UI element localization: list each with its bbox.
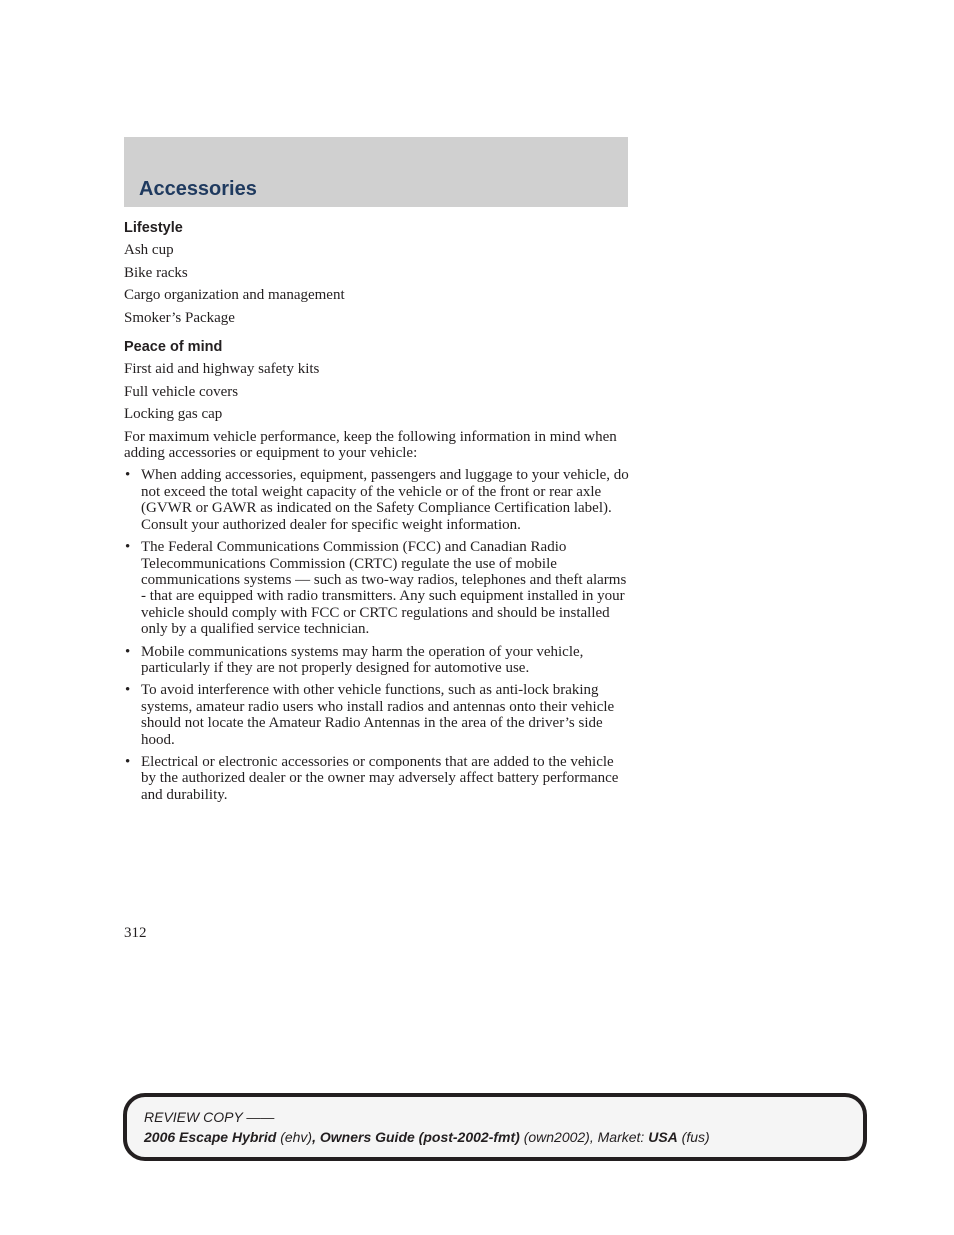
lifestyle-heading: Lifestyle bbox=[124, 220, 183, 236]
list-item: First aid and highway safety kits bbox=[124, 361, 320, 378]
review-copy-label: REVIEW COPY —— bbox=[144, 1109, 275, 1125]
list-item: Locking gas cap bbox=[124, 406, 223, 423]
list-item: Cargo organization and management bbox=[124, 287, 345, 304]
bullet-icon: • bbox=[125, 682, 131, 699]
market-code: (fus) bbox=[681, 1129, 710, 1145]
review-copy-box bbox=[123, 1093, 867, 1161]
market-name: USA bbox=[648, 1129, 678, 1145]
list-item: Ash cup bbox=[124, 242, 174, 259]
bullet-item bbox=[124, 644, 629, 677]
section-header-band bbox=[124, 137, 628, 207]
page-content bbox=[124, 220, 629, 809]
guide-code: (own2002) bbox=[523, 1129, 590, 1145]
bullet-text: When adding accessories, equipment, passengers and luggage to your vehicle, do not exceed the total weight capacity of the vehicle or of the front or rear axle (GVWR or GAWR as indicated on the Safety Compliance Certification label). Consult your authorized dealer for specific weight information. bbox=[141, 467, 629, 533]
bullet-icon: • bbox=[125, 467, 131, 484]
peace-of-mind-heading: Peace of mind bbox=[124, 339, 223, 356]
list-item: Smoker’s Package bbox=[124, 309, 235, 326]
list-item: Bike racks bbox=[124, 264, 188, 281]
bullet-item bbox=[124, 682, 629, 748]
separator: , bbox=[312, 1129, 320, 1145]
page-number: 312 bbox=[124, 925, 147, 941]
bullet-list bbox=[124, 467, 629, 803]
market-label: , Market: bbox=[589, 1129, 649, 1145]
bullet-text: Electrical or electronic accessories or components that are added to the vehicle by the authorized dealer or the owner may adversely affect battery performance and durability. bbox=[141, 753, 619, 803]
bullet-icon: • bbox=[125, 753, 131, 770]
guide-name: Owners Guide (post-2002-fmt) bbox=[319, 1129, 520, 1145]
bullet-text: The Federal Communications Commission (FCC) and Canadian Radio Telecommunications Commission (CRTC) regulate the use of mobile communications systems — such as two-way radios, telephones and theft alarms - that are equipped with radio transmitters. Any such equipment installed in your vehicle should comply with FCC or CRTC regulations and should be installed only by a qualified service technician. bbox=[141, 539, 627, 638]
model-name: 2006 Escape Hybrid bbox=[144, 1129, 277, 1145]
bullet-icon: • bbox=[125, 643, 131, 660]
bullet-text: To avoid interference with other vehicle functions, such as anti-lock braking systems, amateur radio users who install radios and antennas onto their vehicle should not locate the Amateur Radio Antennas in the area of the driver’s side hood. bbox=[141, 682, 615, 748]
bullet-icon: • bbox=[125, 539, 131, 556]
bullet-item bbox=[124, 539, 629, 637]
bullet-item bbox=[124, 754, 629, 803]
bullet-item bbox=[124, 467, 629, 533]
bullet-text: Mobile communications systems may harm the operation of your vehicle, particularly if they are not properly designed for automotive use. bbox=[141, 643, 584, 676]
document-info-line bbox=[144, 1129, 710, 1145]
model-code: (ehv) bbox=[280, 1129, 313, 1145]
list-item: Full vehicle covers bbox=[124, 383, 239, 400]
page-title: Accessories bbox=[139, 178, 257, 200]
intro-paragraph: For maximum vehicle performance, keep the following information in mind when adding accessories or equipment to your vehicle: bbox=[124, 428, 617, 462]
